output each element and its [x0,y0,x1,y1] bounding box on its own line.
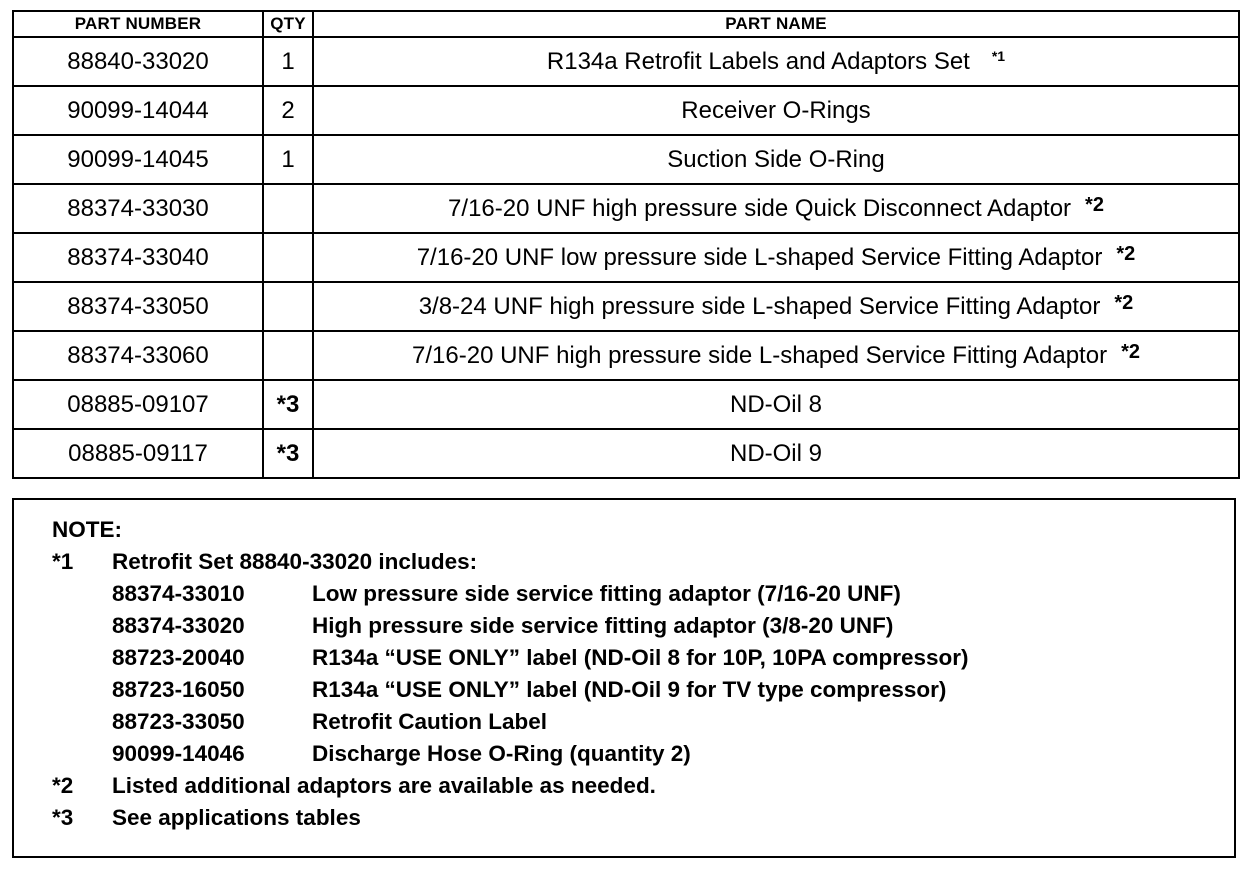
included-part-desc: Retrofit Caution Label [312,709,547,734]
note-marker: *2 [52,773,74,798]
part-name-text: ND-Oil 8 [729,390,822,418]
part-name-text: Receiver O-Rings [681,96,871,124]
note-2 [52,770,1234,802]
table-row [13,282,1239,331]
part-name-text: R134a Retrofit Labels and Adaptors Set [546,47,970,75]
table-row [13,380,1239,429]
qty-note-cell: *3 [263,429,313,478]
parts-table [12,10,1240,479]
qty-cell [263,184,313,233]
header-part-number: PART NUMBER [13,11,263,37]
list-item [52,706,1234,738]
table-row [13,331,1239,380]
part-name-text: 3/8-24 UNF high pressure side L-shaped Service Fitting Adaptor [418,292,1101,320]
note-marker: *1 [52,549,74,574]
part-number-cell: 88374-33040 [13,233,263,282]
table-row [13,429,1239,478]
header-qty: QTY [263,11,313,37]
qty-cell: 2 [263,86,313,135]
part-name-text: Suction Side O-Ring [667,145,885,173]
part-name-text: ND-Oil 9 [729,439,822,467]
part-name-text: 7/16-20 UNF high pressure side L-shaped Service Fitting Adaptor [412,341,1108,369]
table-row [13,233,1239,282]
part-name-cell [313,380,1239,429]
part-name-cell [313,233,1239,282]
part-number-cell: 08885-09117 [13,429,263,478]
note-3 [52,802,1234,834]
qty-cell: 1 [263,135,313,184]
part-number-cell: 88374-33030 [13,184,263,233]
part-name-cell [313,184,1239,233]
part-name-cell [313,86,1239,135]
notes-box [12,498,1236,858]
part-name-cell [313,282,1239,331]
included-part-number: 90099-14046 [112,741,245,766]
included-part-desc: R134a “USE ONLY” label (ND-Oil 8 for 10P, 10PA compressor) [312,645,969,670]
table-row [13,135,1239,184]
table-row [13,86,1239,135]
qty-cell [263,331,313,380]
included-part-number: 88374-33020 [112,613,245,638]
included-part-number: 88723-20040 [112,645,245,670]
part-name-note: *2 [1116,242,1136,265]
list-item [52,578,1234,610]
included-part-number: 88723-16050 [112,677,245,702]
note-text: Listed additional adaptors are available as needed. [112,773,656,798]
note-1 [52,546,1234,578]
list-item [52,642,1234,674]
qty-cell [263,282,313,331]
part-name-text: 7/16-20 UNF high pressure side Quick Disconnect Adaptor [448,194,1072,222]
part-name-cell [313,331,1239,380]
table-row [13,184,1239,233]
header-part-name: PART NAME [313,11,1239,37]
list-item [52,610,1234,642]
part-name-note: *1 [991,47,1006,64]
part-number-cell: 88840-33020 [13,37,263,86]
note-marker: *3 [52,805,74,830]
note-text: Retrofit Set 88840-33020 includes: [112,549,478,574]
table-row [13,37,1239,86]
notes-title: NOTE: [52,517,122,542]
part-name-cell [313,135,1239,184]
included-part-desc: Discharge Hose O-Ring (quantity 2) [312,741,691,766]
part-number-cell: 88374-33050 [13,282,263,331]
part-name-note: *2 [1114,291,1134,314]
part-number-cell: 90099-14045 [13,135,263,184]
list-item [52,738,1234,770]
included-part-desc: High pressure side service fitting adaptor (3/8-20 UNF) [312,613,894,638]
included-part-number: 88374-33010 [112,581,245,606]
part-number-cell: 08885-09107 [13,380,263,429]
part-name-note: *2 [1085,193,1104,216]
list-item [52,674,1234,706]
included-part-desc: R134a “USE ONLY” label (ND-Oil 9 for TV type compressor) [312,677,947,702]
part-number-cell: 88374-33060 [13,331,263,380]
qty-note-cell: *3 [263,380,313,429]
included-part-number: 88723-33050 [112,709,245,734]
table-header-row [13,11,1239,37]
note-text: See applications tables [112,805,361,830]
part-name-cell [313,37,1239,86]
included-part-desc: Low pressure side service fitting adaptor (7/16-20 UNF) [312,581,901,606]
part-name-note: *2 [1121,340,1140,363]
part-name-text: 7/16-20 UNF low pressure side L-shaped Service Fitting Adaptor [416,243,1103,271]
part-number-cell: 90099-14044 [13,86,263,135]
part-name-cell [313,429,1239,478]
qty-cell: 1 [263,37,313,86]
qty-cell [263,233,313,282]
